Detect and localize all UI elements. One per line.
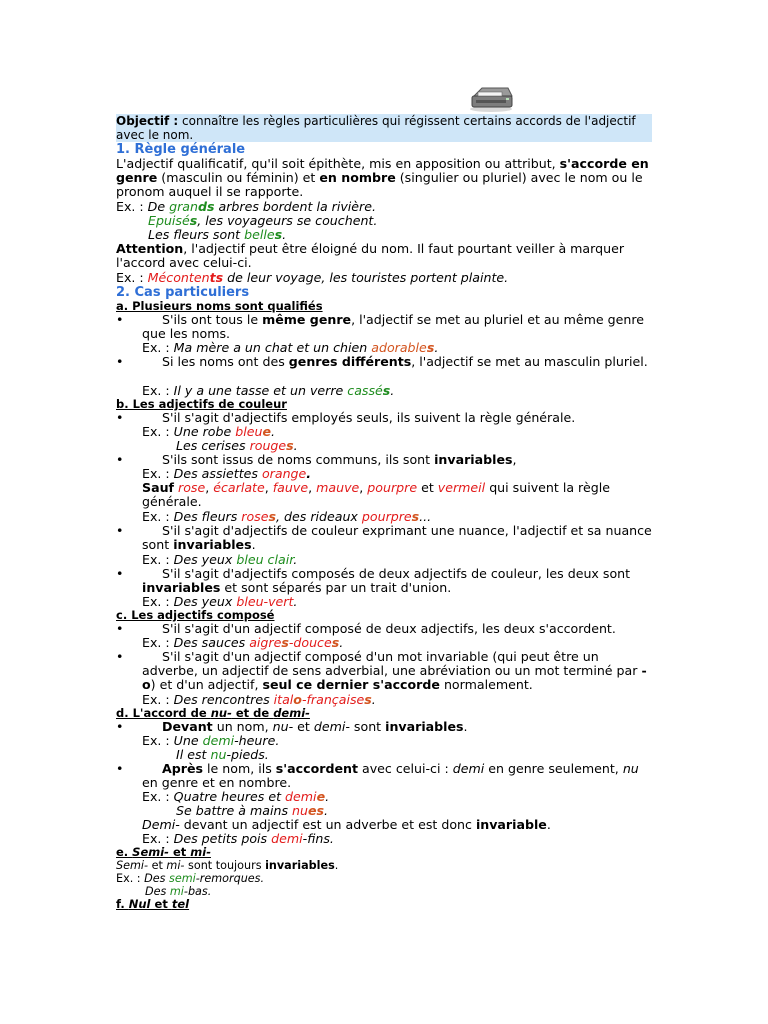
bullet: • (116, 566, 124, 581)
example-2: Epuisés, les voyageurs se couchent. (148, 213, 378, 228)
example-b-6: Ex. : Des yeux bleu-vert. (142, 594, 298, 609)
subsection-f-title: f. Nul et tel (116, 897, 190, 911)
example-4: Ex. : Mécontents de leur voyage, les touristes portent plainte. (116, 270, 509, 285)
bullet: • (116, 761, 124, 776)
example-d-2: Il est nu-pieds. (176, 747, 269, 762)
example-b-3: Ex. : Des assiettes orange. (142, 466, 312, 481)
example-e-1: Ex. : Des semi-remorques. (116, 872, 265, 885)
rule-a-1: S'ils ont tous le même genre, l'adjectif se met au pluriel et au même genre que les noms. (142, 312, 644, 342)
rule-d-1: Devant un nom, nu- et demi- sont invariables. (162, 719, 468, 734)
subsection-e-title: e. Semi- et mi- (116, 845, 211, 859)
bullet: • (116, 354, 124, 369)
example-d-4: Se battre à mains nues. (176, 803, 329, 818)
example-b-5: Ex. : Des yeux bleu clair. (142, 552, 298, 567)
example-c-1: Ex. : Des sauces aigres-douces. (142, 635, 344, 650)
example-b-1: Ex. : Une robe bleue. (142, 424, 276, 439)
bullet: • (116, 523, 124, 538)
rule-b-3: S'il s'agit d'adjectifs de couleur exprimant une nuance, l'adjectif et sa nuance sont invariables. (142, 523, 652, 553)
example-d-3: Ex. : Quatre heures et demie. (142, 789, 330, 804)
sauf-paragraph: Sauf rose, écarlate, fauve, mauve, pourpre et vermeil qui suivent la règle générale. (142, 480, 610, 510)
rule-c-1: S'il s'agit d'un adjectif composé de deux adjectifs, les deux s'accordent. (162, 621, 616, 636)
rule-b-4: S'il s'agit d'adjectifs composés de deux adjectifs de couleur, les deux sont invariables et sont séparés par un trait d'union. (142, 566, 631, 596)
rule-a-2: Si les noms ont des genres différents, l'adjectif se met au masculin pluriel. (162, 354, 648, 369)
section-2-title: 2. Cas particuliers (116, 285, 250, 300)
rule-b-2: S'ils sont issus de noms communs, ils sont invariables, (162, 452, 517, 467)
example-a-2: Ex. : Il y a une tasse et un verre cassés. (142, 383, 395, 398)
printer-icon[interactable] (468, 84, 514, 112)
bullet: • (116, 452, 124, 467)
bullet: • (116, 312, 124, 327)
example-b-2: Les cerises rouges. (176, 438, 298, 453)
example-c-2: Ex. : Des rencontres italo-françaises. (142, 692, 376, 707)
bullet: • (116, 649, 124, 664)
rule-b-1: S'il s'agit d'adjectifs employés seuls, ils suivent la règle générale. (162, 410, 576, 425)
subsection-b-title: b. Les adjectifs de couleur (116, 397, 287, 411)
rule-d-2: Après le nom, ils s'accordent avec celui-ci : demi en genre seulement, nu en genre et en nombre. (142, 761, 639, 791)
example-d-1: Ex. : Une demi-heure. (142, 733, 280, 748)
example-d-5: Ex. : Des petits pois demi-fins. (142, 831, 334, 846)
example-1: Ex. : De grands arbres bordent la rivière. (116, 199, 376, 214)
attention-paragraph: Attention, l'adjectif peut être éloigné du nom. Il faut pourtant veiller à marquer l'accord avec celui-ci. (116, 241, 625, 271)
objectif-text: connaître les règles particulières qui régissent certains accords de l'adjectif avec le nom. (116, 114, 636, 142)
subsection-c-title: c. Les adjectifs composé (116, 608, 275, 622)
objectif-label: Objectif : (116, 114, 179, 128)
example-e-2: Des mi-bas. (145, 885, 212, 898)
section-1-title: 1. Règle générale (116, 142, 246, 157)
objectif-box (116, 114, 652, 142)
example-b-4: Ex. : Des fleurs roses, des rideaux pourpres... (142, 509, 432, 524)
subsection-d-title: d. L'accord de nu- et de demi- (116, 706, 310, 720)
bullet: • (116, 621, 124, 636)
rule-e-1: Semi- et mi- sont toujours invariables. (116, 859, 339, 872)
subsection-a-title: a. Plusieurs noms sont qualifiés (116, 299, 323, 313)
rule-c-2: S'il s'agit d'un adjectif composé d'un mot invariable (qui peut être un adverbe, un adjectif de sens adverbial, une abréviation ou un mot terminé par -o) et d'un adjectif, seul ce dernier s'accorde normalement. (142, 649, 647, 693)
example-3: Les fleurs sont belles. (148, 227, 287, 242)
demi-rule: Demi- devant un adjectif est un adverbe et est donc invariable. (142, 817, 551, 832)
bullet: • (116, 410, 124, 425)
bullet: • (116, 719, 124, 734)
example-a-1: Ex. : Ma mère a un chat et un chien adorables. (142, 340, 439, 355)
rule-paragraph: L'adjectif qualificatif, qu'il soit épithète, mis en apposition ou attribut, s'accorde en genre (masculin ou féminin) et en nombre (singulier ou pluriel) avec le nom ou le pronom auquel il se rapporte. (116, 156, 649, 200)
